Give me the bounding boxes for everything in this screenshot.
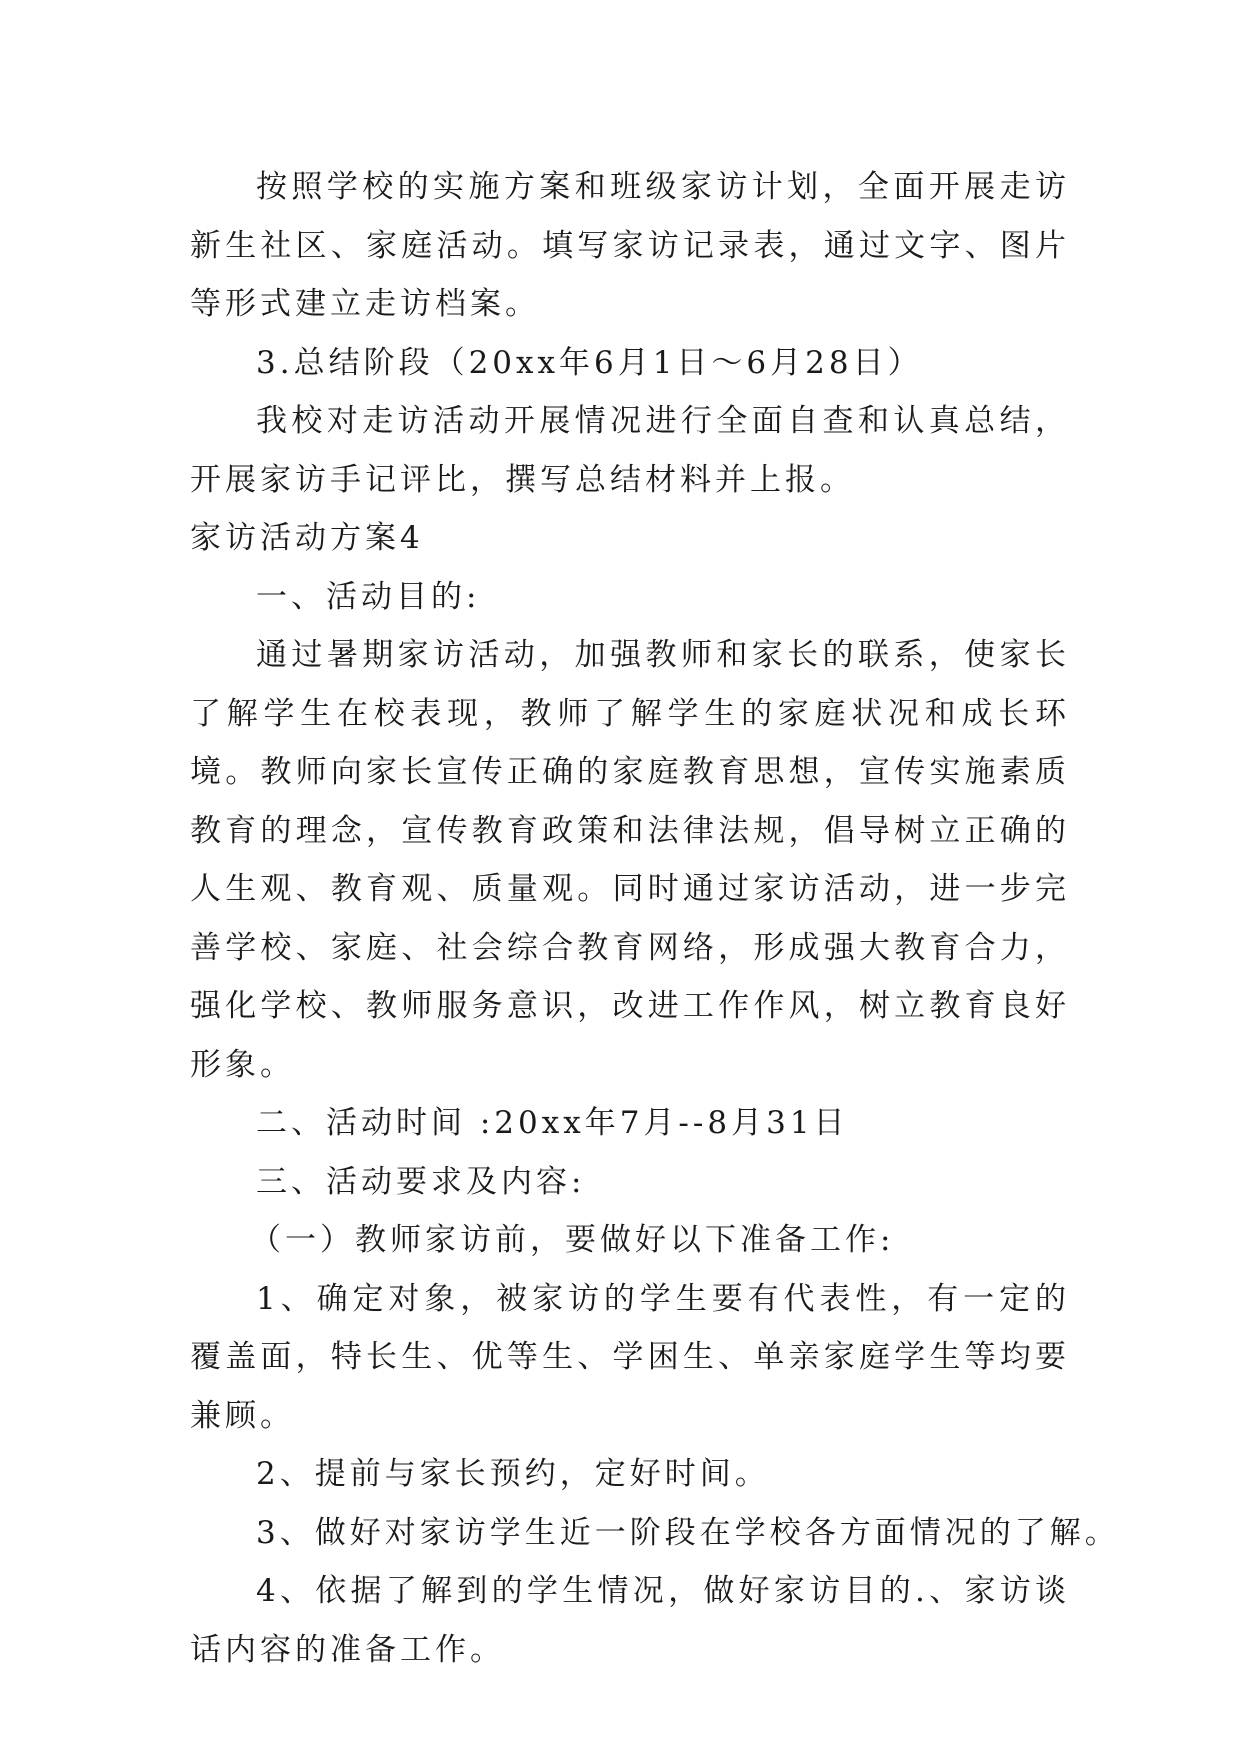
paragraph-summary-content: 我校对走访活动开展情况进行全面自查和认真总结，开展家访手记评比，撰写总结材料并上报。 (190, 403, 1070, 498)
item-determine-target: 1、确定对象，被家访的学生要有代表性，有一定的覆盖面，特长生、优等生、学困生、单亲家庭学生等均要兼顾。 (190, 1280, 1070, 1434)
document-body (190, 158, 1120, 1679)
heading-activity-requirements: 三、活动要求及内容: (256, 1163, 586, 1200)
subheading-preparation: （一）教师家访前，要做好以下准备工作: (250, 1222, 895, 1258)
paragraph-summary-stage: 3.总结阶段（20xx年6月1日～6月28日） (256, 344, 923, 381)
heading-activity-time: 二、活动时间 :20xx年7月--8月31日 (256, 1105, 849, 1141)
item-prepare-content: 4、依据了解到的学生情况，做好家访目的.、家访谈话内容的准备工作。 (190, 1573, 1070, 1668)
paragraph-visit-implementation: 按照学校的实施方案和班级家访计划，全面开展走访新生社区、家庭活动。填写家访记录表，通过文字、图片等形式建立走访档案。 (190, 169, 1070, 322)
item-appointment: 2、提前与家长预约，定好时间。 (256, 1456, 770, 1492)
item-understand-student: 3、做好对家访学生近一阶段在学校各方面情况的了解。 (256, 1514, 1120, 1551)
heading-activity-purpose: 一、活动目的: (256, 578, 481, 615)
section-heading-plan-4: 家访活动方案4 (190, 520, 424, 556)
paragraph-activity-purpose: 通过暑期家访活动，加强教师和家长的联系，使家长了解学生在校表现，教师了解学生的家庭状况和成长环境。教师向家长宣传正确的家庭教育思想，宣传实施素质教育的理念，宣传教育政策和法律法规，倡导树立正确的人生观、教育观、质量观。同时通过家访活动，进一步完善学校、家庭、社会综合教育网络，形成强大教育合力，强化学校、教师服务意识，改进工作作风，树立教育良好形象。 (190, 637, 1070, 1083)
